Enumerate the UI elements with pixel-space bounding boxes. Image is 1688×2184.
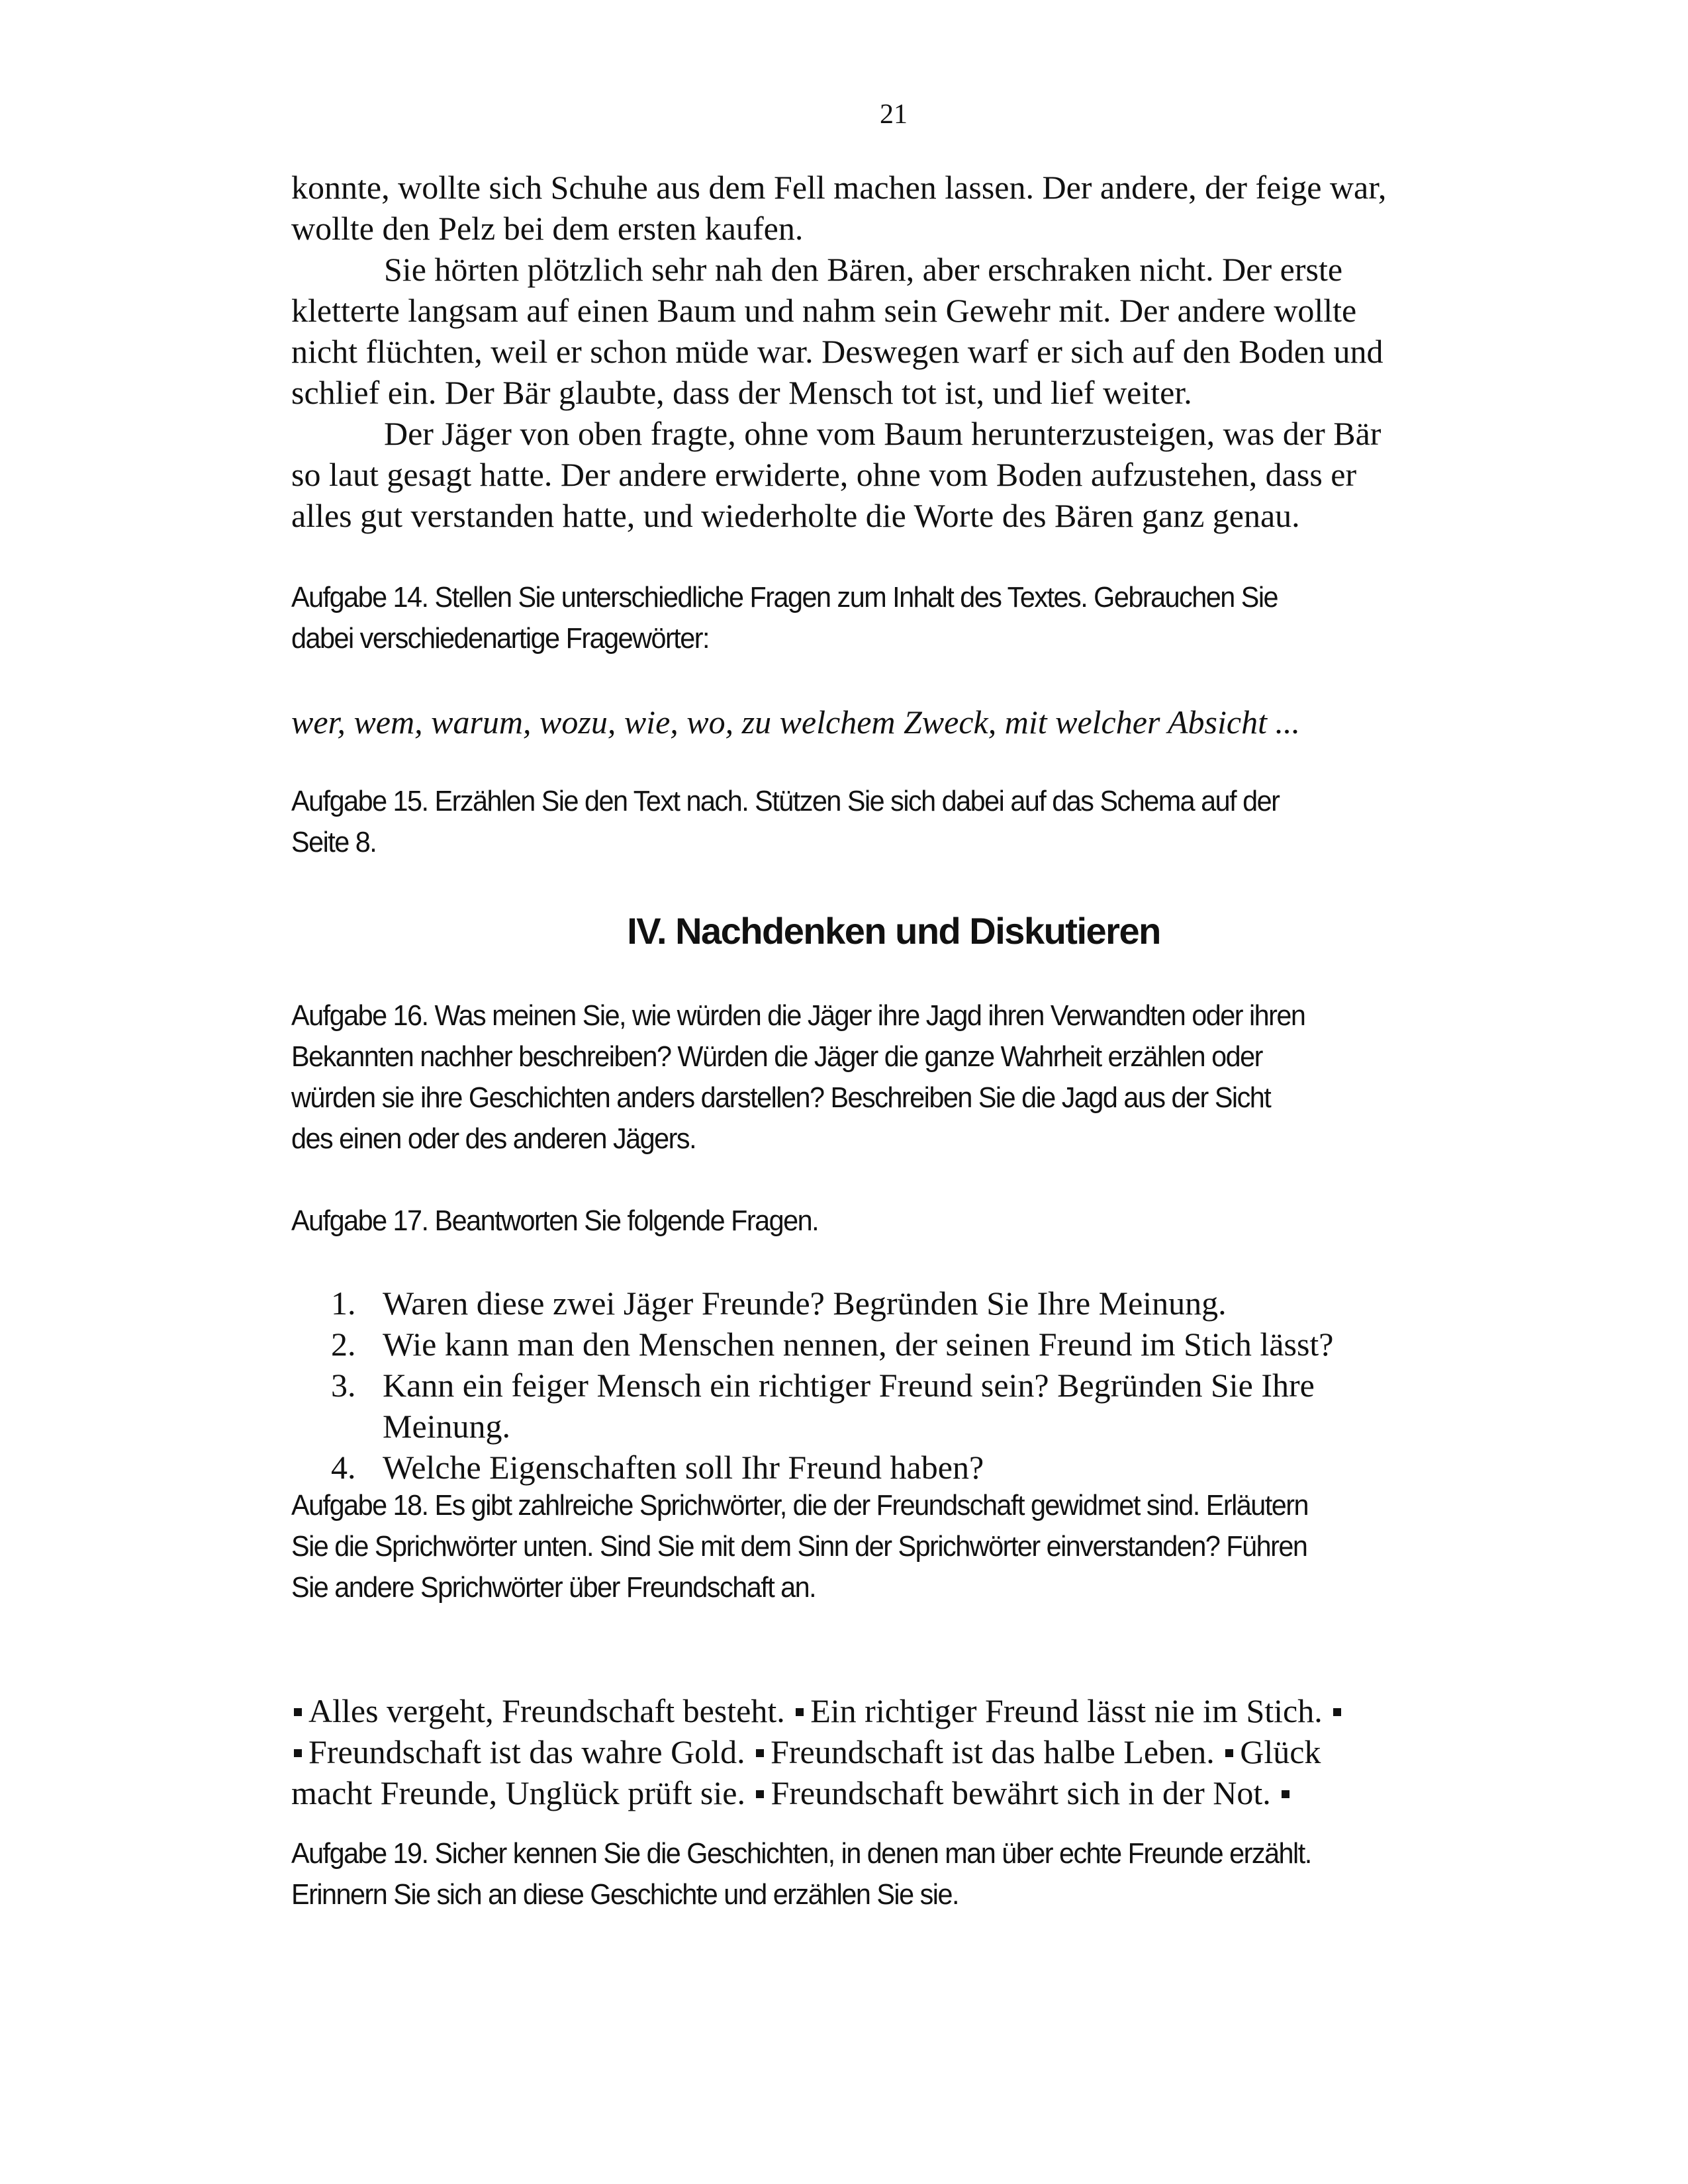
list-item	[331, 1324, 1523, 1365]
text-line: Meinung.	[383, 1408, 511, 1445]
question-words	[291, 702, 1516, 743]
text-line	[291, 1731, 1516, 1772]
task-14	[291, 577, 1442, 659]
text-line: Sie hörten plötzlich sehr nah den Bären, aber erschraken nicht. Der erste	[384, 251, 1343, 288]
list-item	[331, 1365, 1523, 1447]
text-line: Aufgabe 17. Beantworten Sie folgende Fragen.	[291, 1205, 819, 1237]
text-line: Wie kann man den Menschen nennen, der seinen Freund im Stich lässt?	[383, 1326, 1334, 1363]
text-line: Sie andere Sprichwörter über Freundschaft an.	[291, 1571, 816, 1604]
story-paragraph-2	[291, 249, 1516, 413]
text-line: Seite 8.	[291, 826, 377, 858]
list-number: 3.	[331, 1367, 356, 1404]
list-number: 2.	[331, 1326, 356, 1363]
text-line	[291, 1772, 1516, 1813]
bullet-square-icon	[1282, 1790, 1289, 1798]
story-paragraph-3	[291, 413, 1516, 536]
bullet-square-icon	[1333, 1708, 1341, 1716]
list-number: 1.	[331, 1285, 356, 1322]
bullet-square-icon	[1225, 1749, 1233, 1757]
page-number: 21	[880, 99, 908, 130]
text-line: Der Jäger von oben fragte, ohne vom Baum herunterzusteigen, was der Bär	[384, 415, 1382, 452]
text-line: wollte den Pelz bei dem ersten kaufen.	[291, 210, 804, 247]
proverbs	[291, 1690, 1516, 1813]
text-line: kletterte langsam auf einen Baum und nahm sein Gewehr mit. Der andere wollte	[291, 292, 1357, 329]
bullet-square-icon	[294, 1708, 302, 1716]
text-line: nicht flüchten, weil er schon müde war. Deswegen warf er sich auf den Boden und	[291, 333, 1383, 370]
list-item	[331, 1283, 1523, 1324]
story-paragraph-1	[291, 167, 1516, 249]
text-line: schlief ein. Der Bär glaubte, dass der Mensch tot ist, und lief weiter.	[291, 374, 1192, 411]
proverb: Glück	[1240, 1733, 1321, 1770]
text-line: Aufgabe 18. Es gibt zahlreiche Sprichwörter, die der Freundschaft gewidmet sind. Erläutern	[291, 1489, 1309, 1522]
text-line: Aufgabe 16. Was meinen Sie, wie würden die Jäger ihre Jagd ihren Verwandten oder ihren	[291, 999, 1305, 1032]
task-16	[291, 995, 1442, 1160]
text-line: würden sie ihre Geschichten anders darstellen? Beschreiben Sie die Jagd aus der Sicht	[291, 1081, 1271, 1114]
text-line: des einen oder des anderen Jägers.	[291, 1122, 696, 1155]
text-line: so laut gesagt hatte. Der andere erwiderte, ohne vom Boden aufzustehen, dass er	[291, 456, 1357, 493]
list-item	[331, 1447, 1523, 1488]
text-line: Sie die Sprichwörter unten. Sind Sie mit dem Sinn der Sprichwörter einverstanden? Führen	[291, 1530, 1307, 1563]
text-line: Aufgabe 19. Sicher kennen Sie die Geschichten, in denen man über echte Freunde erzählt.	[291, 1837, 1311, 1870]
task-15	[291, 781, 1442, 863]
section-heading: IV. Nachdenken und Diskutieren	[627, 910, 1160, 952]
proverb: Freundschaft ist das halbe Leben.	[771, 1733, 1215, 1770]
task-18	[291, 1485, 1442, 1608]
text-line: dabei verschiedenartige Fragewörter:	[291, 622, 709, 655]
bullet-square-icon	[756, 1790, 764, 1798]
text-line	[291, 1690, 1516, 1731]
bullet-square-icon	[796, 1708, 804, 1716]
text-line: Aufgabe 14. Stellen Sie unterschiedliche Fragen zum Inhalt des Textes. Gebrauchen Sie	[291, 581, 1278, 614]
question-list	[331, 1283, 1523, 1488]
task-19	[291, 1833, 1442, 1915]
bullet-square-icon	[294, 1749, 302, 1757]
text-line: Welche Eigenschaften soll Ihr Freund haben?	[383, 1449, 984, 1486]
proverb: Alles vergeht, Freundschaft besteht.	[308, 1692, 785, 1729]
text-line: Aufgabe 15. Erzählen Sie den Text nach. Stützen Sie sich dabei auf das Schema auf der	[291, 785, 1280, 817]
text-line: Waren diese zwei Jäger Freunde? Begründen Sie Ihre Meinung.	[383, 1285, 1227, 1322]
text-line: Erinnern Sie sich an diese Geschichte und erzählen Sie sie.	[291, 1878, 959, 1911]
task-17	[291, 1201, 1442, 1242]
text-line: Bekannten nachher beschreiben? Würden die Jäger die ganze Wahrheit erzählen oder	[291, 1040, 1262, 1073]
proverb: macht Freunde, Unglück prüft sie.	[291, 1774, 745, 1811]
list-number: 4.	[331, 1449, 356, 1486]
question-words-line: wer, wem, warum, wozu, wie, wo, zu welchem Zweck, mit welcher Absicht ...	[291, 704, 1300, 741]
bullet-square-icon	[756, 1749, 764, 1757]
text-line: Kann ein feiger Mensch ein richtiger Freund sein? Begründen Sie Ihre	[383, 1367, 1315, 1404]
proverb: Freundschaft ist das wahre Gold.	[308, 1733, 745, 1770]
text-line: konnte, wollte sich Schuhe aus dem Fell machen lassen. Der andere, der feige war,	[291, 169, 1387, 206]
proverb: Ein richtiger Freund lässt nie im Stich.	[810, 1692, 1323, 1729]
proverb: Freundschaft bewährt sich in der Not.	[771, 1774, 1271, 1811]
text-line: alles gut verstanden hatte, und wiederholte die Worte des Bären ganz genau.	[291, 497, 1300, 534]
